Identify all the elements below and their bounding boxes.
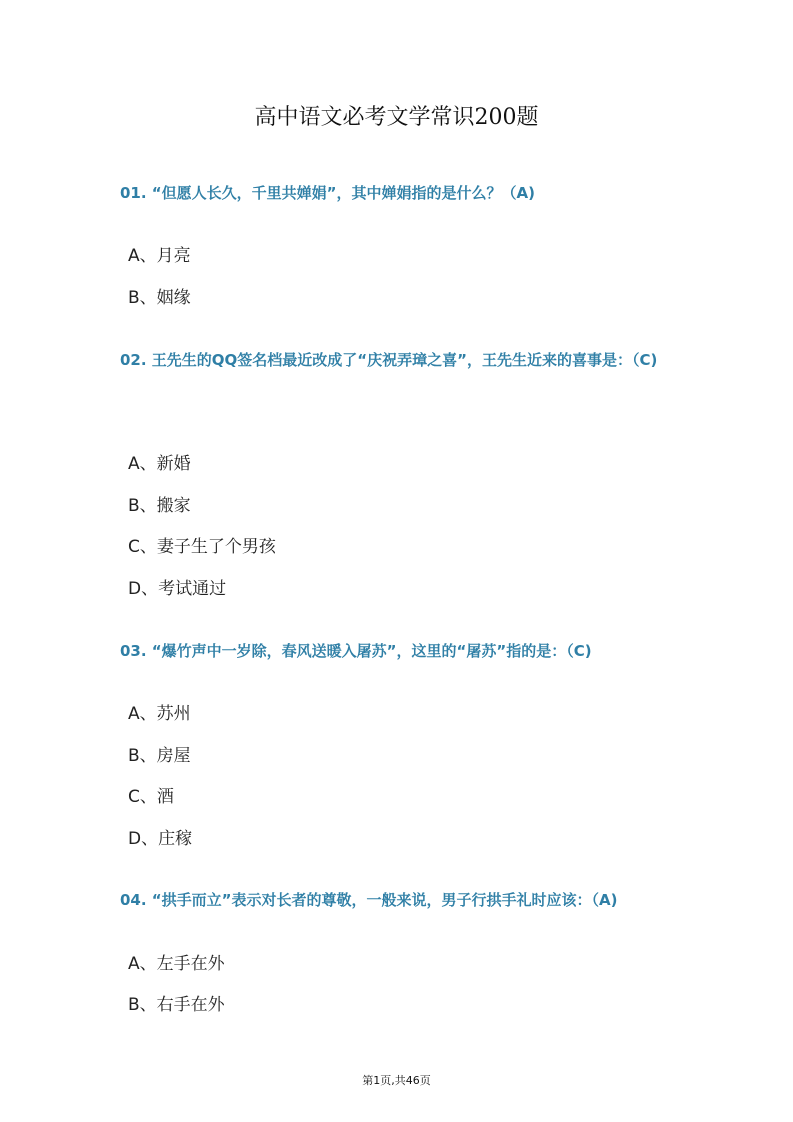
question-1: 01. “但愿人长久，千里共婵娟”，其中婵娟指的是什么？（A) [120, 184, 535, 202]
question-4-option-a: A、左手在外 [128, 954, 225, 974]
question-3-option-d: D、庄稼 [128, 829, 193, 849]
question-3-option-b: B、房屋 [128, 746, 191, 766]
question-2-option-d: D、考试通过 [128, 579, 227, 599]
question-2-option-c: C、妻子生了个男孩 [128, 537, 276, 557]
question-3-option-c: C、酒 [128, 787, 174, 807]
question-4: 04. “拱手而立”表示对长者的尊敬，一般来说，男子行拱手礼时应该：（A) [120, 891, 618, 909]
question-1-option-b: B、姻缘 [128, 288, 191, 308]
page-footer: 第1页,共46页 [362, 1074, 431, 1087]
question-3-option-a: A、苏州 [128, 704, 191, 724]
question-3: 03. “爆竹声中一岁除，春风送暖入屠苏”，这里的“屠苏”指的是：（C) [120, 642, 592, 660]
question-1-option-a: A、月亮 [128, 246, 191, 266]
page-title: 高中语文必考文学常识200题 [254, 105, 539, 130]
question-2-option-b: B、搬家 [128, 496, 191, 516]
question-2: 02. 王先生的QQ签名档最近改成了“庆祝弄璋之喜”，王先生近来的喜事是：（C) [120, 351, 658, 369]
question-2-option-a: A、新婚 [128, 454, 191, 474]
question-4-option-b: B、右手在外 [128, 995, 225, 1015]
